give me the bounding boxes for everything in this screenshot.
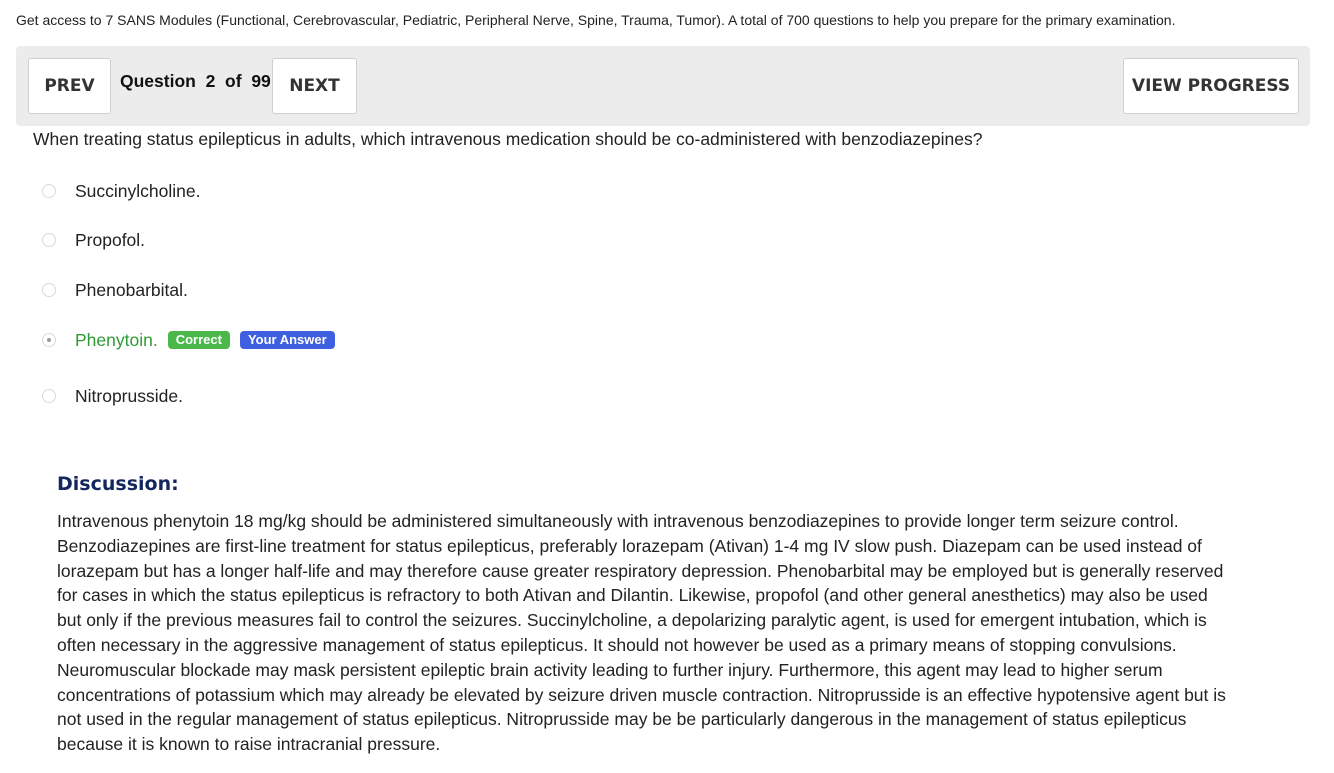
current-question-number: 2 bbox=[205, 71, 216, 91]
answer-label[interactable]: Nitroprusside. bbox=[75, 385, 183, 406]
answer-option[interactable] bbox=[42, 384, 183, 408]
access-banner: Get access to 7 SANS Modules (Functional, Cerebrovascular, Pediatric, Peripheral Nerve, Spine, Trauma, Tumor). A total of 700 questions to help you prepare for the primary examination. bbox=[16, 12, 1176, 28]
view-progress-button[interactable]: VIEW PROGRESS bbox=[1123, 58, 1299, 114]
next-button[interactable]: NEXT bbox=[272, 58, 357, 114]
radio-button[interactable] bbox=[42, 233, 56, 247]
question-navbar bbox=[16, 46, 1310, 126]
answer-option[interactable] bbox=[42, 278, 188, 302]
radio-button[interactable] bbox=[42, 184, 56, 198]
question-word: Question bbox=[120, 71, 196, 91]
question-counter bbox=[120, 71, 271, 92]
total-questions: 99 bbox=[251, 71, 271, 91]
radio-button[interactable] bbox=[42, 283, 56, 297]
radio-button-selected[interactable] bbox=[42, 333, 56, 347]
answer-option-selected[interactable] bbox=[42, 328, 335, 352]
discussion-title: Discussion: bbox=[57, 473, 179, 495]
answer-option[interactable] bbox=[42, 228, 145, 252]
radio-button[interactable] bbox=[42, 389, 56, 403]
question-text: When treating status epilepticus in adults, which intravenous medication should be co-administered with benzodiazepines? bbox=[33, 129, 983, 149]
answer-label[interactable]: Succinylcholine. bbox=[75, 180, 201, 201]
your-answer-badge: Your Answer bbox=[240, 331, 335, 349]
correct-badge: Correct bbox=[168, 331, 230, 349]
answer-label[interactable]: Phenytoin. bbox=[75, 329, 158, 350]
answer-option[interactable] bbox=[42, 179, 200, 203]
answer-label[interactable]: Propofol. bbox=[75, 229, 146, 250]
answer-label[interactable]: Phenobarbital. bbox=[75, 279, 188, 300]
prev-button[interactable]: PREV bbox=[28, 58, 111, 114]
of-word: of bbox=[225, 71, 242, 91]
discussion-text: Intravenous phenytoin 18 mg/kg should be administered simultaneously with intravenous benzodiazepines to provide longer term seizure control. Benzodiazepines are first-line treatment for status epilepticus, preferably lorazepam (Ativan) 1-4 mg IV slow push. Diazepam can be used instead of lorazepam but has a longer half-life and may therefore cause greater respiratory depression. Phenobarbital may be employed but is generally reserved for cases in which the status epilepticus is refractory to both Ativan and Dilantin. Likewise, propofol (and other general anesthetics) may also be used but only if the previous measures fail to control the seizures. Succinylcholine, a depolarizing paralytic agent, is used for emergent intubation, which is often necessary in the aggressive management of status epilepticus. It should not however be used as a primary means of stopping convulsions. Neuromuscular blockade may mask persistent epileptic brain activity leading to further injury. Furthermore, this agent may lead to higher serum concentrations of potassium which may already be elevated by seizure driven muscle contraction. Nitroprusside is an effective hypotensive agent but is not used in the regular management of status epilepticus. Nitroprusside may be be particularly dangerous in the management of status epilepticus because it is known to raise intracranial pressure. bbox=[57, 511, 1226, 755]
